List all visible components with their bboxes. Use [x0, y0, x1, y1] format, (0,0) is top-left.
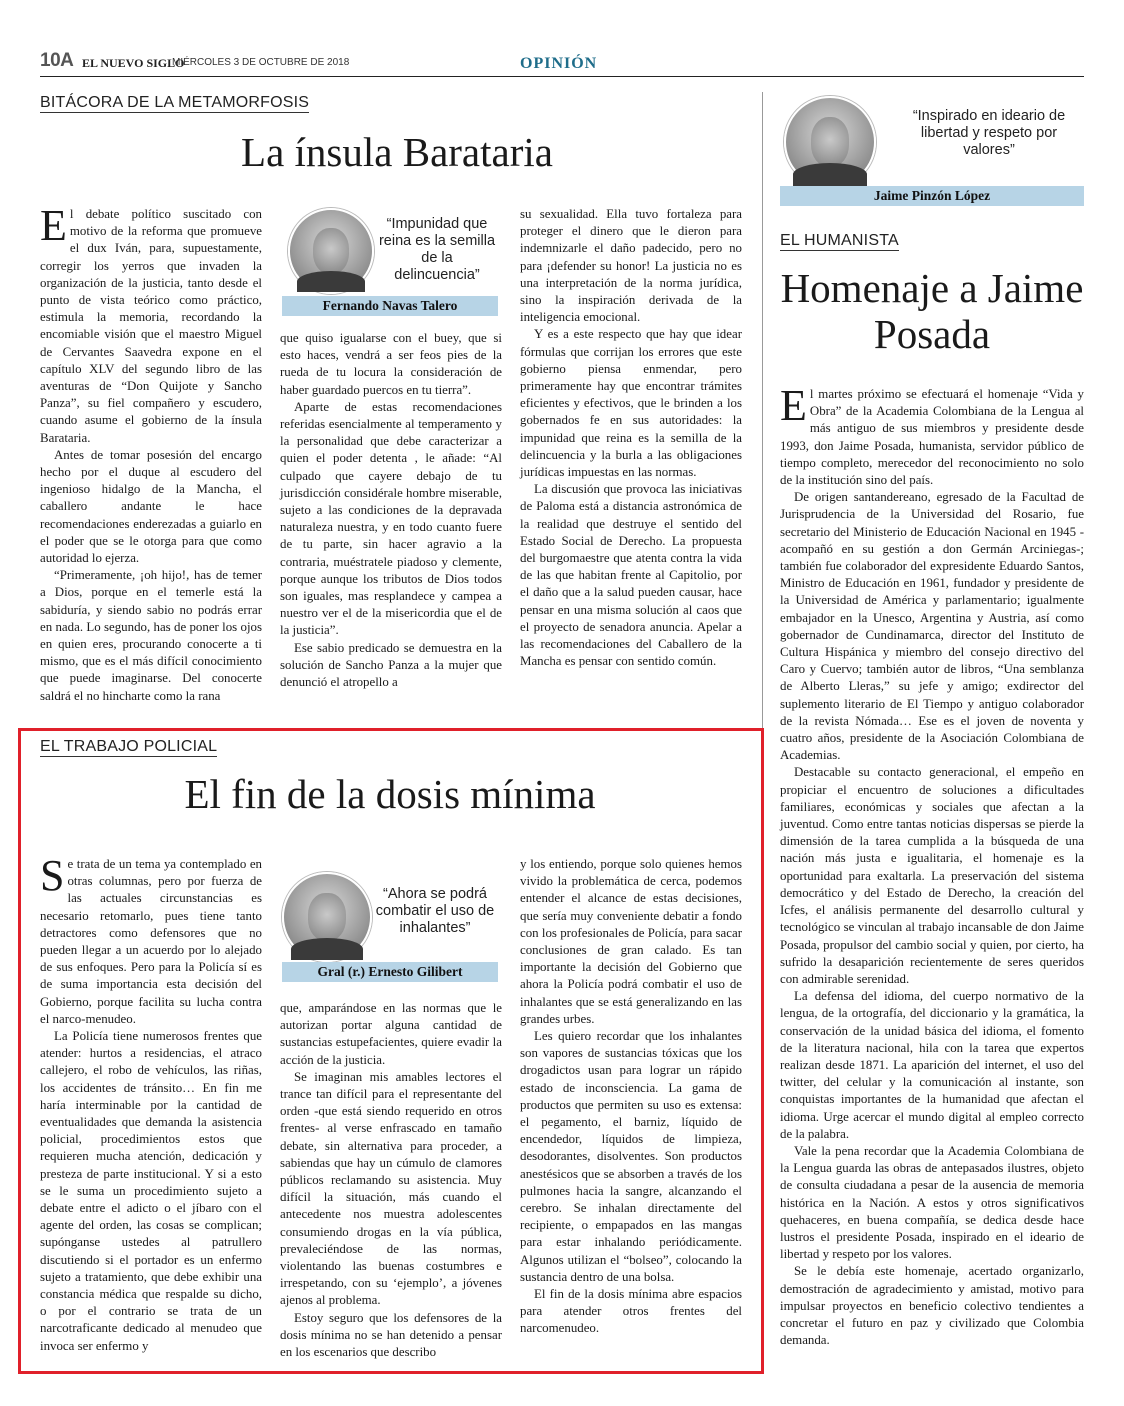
section-title: OPINIÓN: [520, 55, 598, 72]
paragraph: El fin de la dosis mínima abre espacios para atender otros frentes del narcomenudeo.: [520, 1287, 742, 1336]
article3-col: [780, 381, 1084, 1349]
paragraph: De origen santandereano, egresado de la Facultad de Jurisprudencia de la Universidad del Rosario, fue secretario del Ministerio de Educación Nacional en 1945 -acompañó en su gestión a don Germán Arciniegas-; también fue colaborador del expresidente Eduardo Santos, Ministro de Educación en 1961, fundador y presidente de la Universidad de América y parlamentario; igualmente embajador en la Unesco, Argentina y Austria, así como gobernador de Cundinamarca, director del Instituto de Cultura Hispánica y miembro del consejo directivo del Caro y Cuervo; también autor de libros, “Una semblanza de Alberto Lleras,” su jefe y amigo; exdirector del suplemento literario de El Tiempo y antiguo colaborador de la revista Nómada… Ese es el joven de noventa y cuatro años, presidente de la Asociación Colombiana de Academias.: [780, 490, 1084, 763]
author-photo: [288, 208, 374, 294]
author-name: Jaime Pinzón López: [780, 186, 1084, 206]
article3-title: Homenaje a Jaime Posada: [780, 265, 1084, 357]
dropcap: E: [40, 201, 67, 250]
paragraph: Les quiero recordar que los inhalantes son vapores de sustancias tóxicas que los drogadictos usan para lograr un rápido estado de inconsciencia. La gama de productos que permiten su uso es extensa: el pegamento, el barniz, líquido de encendedor, líquidos de limpieza, desodorantes, disolventes. Son productos anestésicos que se absorben a través de los pulmones hacia la sangre, alcanzando el cerebro. Se inhalan directamente del recipiente, o empapados en las mangas para estar inhalando periódicamente. Algunos utilizan el “bolseo”, colocando la sustancia dentro de una bolsa.: [520, 1029, 742, 1284]
article2-col2: [280, 1000, 502, 1361]
paragraph: Se imaginan mis amables lectores el trance tan difícil para el representante del orden -que está siendo requerido en otros frentes- al verse enfrascado en tamaño debate, sin alternativa para proceder, a sabiendas que hay un cúmulo de clamores públicos reclamando su asistencia. Muy difícil la situación, más cuando el antecedente nos muestra adolescentes consumiendo drogas en la vía pública, prevaleciéndose de las normas, violentando las buenas costumbres e irrespetando, con su ‘ejemplo’, a jóvenes ajenos al problema.: [280, 1069, 502, 1308]
pull-quote: “Impunidad que reina es la semilla de la delincuencia”: [378, 216, 496, 283]
article2-kicker: EL TRABAJO POLICIAL: [40, 738, 218, 755]
paragraph: Destacable su contacto generacional, el empeño en propiciar el encuentro de soluciones a dificultades familiares, económicas y sociales que afectan a la juventud. Como entre tantas noticias dispersas se pierde la dimensión de la tarea cumplida a la búsqueda de una nación más justa e igualitaria, el homenaje es la oportunidad para exaltarla. La preservación del sistema democrático y del Estado de Derecho, la creación del Icfes, el análisis permanente del desarrollo cultural y tecnológico se vinculan al trabajo incansable de don Jaime Posada, propulsor del cambio social y quien, por cierto, ha sufrido la desaparición recientemente de seres queridos con admirable serenidad.: [780, 765, 1084, 986]
pull-quote: “Inspirado en ideario de libertad y respeto por valores”: [912, 108, 1066, 158]
newspaper-name: EL NUEVO SIGLO: [82, 56, 185, 70]
paragraph: “Primeramente, ¡oh hijo!, has de temer a Dios, porque en el temerle está la sabiduría, y siendo sabio no podrás errar en nada. Lo segundo, has de poner los ojos en quien eres, procurando conocerte a ti mismo, que es el más difícil conocimiento que puede imaginarse. Del conocerte saldrá el no hincharte como la rana: [40, 568, 262, 703]
paragraph: su sexualidad. Ella tuvo fortaleza para proteger el dinero que le dieron para indemnizarle el daño padecido, pero no para ¡defender su honor! La justicia no es una interpretación de la norma jurídica, sino la inspiración derivada de la inteligencia emocional.: [520, 207, 742, 325]
paragraph: La discusión que provoca las iniciativas de Paloma está a distancia astronómica de la realidad que destruye el sentido del Estado Social de Derecho. La propuesta del burgomaestre que atenta contra la vida de las que habitan frente al Capitolio, por el daño que a la salud pueden causar, hace pensar en una misma solución al caos que el proyecto de senadora anuncia. Apelar a las recomendaciones del Caballero de la Mancha es pensar con sentido común.: [520, 482, 742, 669]
author-quote-box: [282, 868, 498, 984]
issue-date: MIÉRCOLES 3 DE OCTUBRE DE 2018: [172, 57, 350, 68]
article1-title: La ínsula Barataria: [241, 129, 553, 175]
article2-col3: [520, 856, 742, 1338]
author-quote-box: [282, 206, 498, 318]
dropcap: S: [40, 851, 65, 900]
paragraph: que quiso igualarse con el buey, que si esto haces, vendrá a ser feos pies de la rueda de tu locura la consideración de haber guardado puercos en tu tierra”.: [280, 331, 502, 397]
paragraph: La defensa del idioma, del cuerpo normativo de la lengua, de la ortografía, del diccionario y la gramática, la conservación de la unidad básica del idioma, el fomento de la literatura nacional, hila con la tarea que expertos realizan desde 1871. La aparición del internet, el uso del twitter, del celular y la comunicación al instante, son conquistas importantes de la humanidad que afectan el idioma. Urge acercar el mundo digital al empleo correcto de la palabra.: [780, 989, 1084, 1141]
paragraph: Vale la pena recordar que la Academia Colombiana de la Lengua guarda las obras de antepasados ilustres, objeto de consulta ciudadana a pesar de la ausencia de memoria histórica en la Nación. A estos y otros significativos quehaceres, en buena compañía, se dedica desde hace lustros el presidente Posada, inspirado en el ideario de libertad y respeto por los valores.: [780, 1143, 1084, 1262]
article1-col1: [40, 201, 262, 705]
paragraph: e trata de un tema ya contemplado en otras columnas, pero por fuerza de las actuales circunstancias es necesario retomarlo, pues tiene tanto detractores como defensores que no pueden llegar a un acuerdo por lo alejado de sus enfoques. Pero para la Policía sí es de suma importancia esta decisión del Gobierno, porque facilita su lucha contra el narco-menudeo.: [40, 857, 262, 1026]
article2-title: El fin de la dosis mínima: [184, 771, 596, 817]
article3-kicker: EL HUMANISTA: [780, 232, 899, 249]
paragraph: que, amparándose en las normas que le autorizan portar alguna cantidad de sustancias estupefacientes, quiere evadir la acción de la justicia.: [280, 1001, 502, 1067]
paragraph: Y es a este respecto que hay que idear fórmulas que corrijan los errores que este gobierno piensa enmendar, pero primeramente hay que encontrar trámites eficientes y efectivos, que le brinden a los gobernados fe en sus autoridades: la impunidad que reina es la semilla de la delincuencia y la burla a las obligaciones jurídicas impuestas en las normas.: [520, 327, 742, 480]
article1-col3: [520, 206, 742, 670]
paragraph: Ese sabio predicado se demuestra en la solución de Sancho Panza a la mujer que denunció el atropello a: [280, 640, 502, 690]
article1-col2: [280, 330, 502, 691]
author-photo: [282, 872, 372, 962]
dropcap: E: [780, 381, 807, 430]
paragraph: y los entiendo, porque solo quienes hemos vivido la problemática de cerca, podemos entender el alcance de estas decisiones, que sería muy conveniente debatir a fondo con los profesionales de Policía, para sacar conclusiones de gran calado. Es tan importante la decisión del Gobierno que ahora la Policía podrá combatir el uso de inhalantes que se está generalizando en las grandes urbes.: [520, 857, 742, 1026]
author-name: Fernando Navas Talero: [282, 296, 498, 316]
paragraph: l debate político suscitado con motivo de la reforma que promueve el dux Iván, para, supuestamente, corregir los yerros que invaden la organización de la justicia, tanto desde el punto de vista teórico como práctico, estimula la memoria, recordando la encomiable visión que el maestro Miguel de Cervantes Saavedra expone en el capítulo XLV del segundo libro de las aventuras de “Don Quijote y Sancho Panza”, su fiel compañero y escudero, cuando asume el gobierno de la ínsula Barataria.: [40, 207, 262, 445]
article1-kicker: BITÁCORA DE LA METAMORFOSIS: [40, 94, 310, 111]
author-photo: [784, 96, 876, 188]
paragraph: La Policía tiene numerosos frentes que atender: hurtos a residencias, el atraco callejero, el robo de vehículos, las riñas, los accidentes de tránsito… En fin me haría interminable por la cantidad de eventualidades que demanda la asistencia policial, procedimientos estos que requieren mucha atención, dedicación y presteza de parte institucional. Y si a esto se le suma un procedimiento sujeto a debate entre el adicto o el jíbaro con el agente del orden, las cosas se complican; supónganse ustedes al patrullero discutiendo si el portador es un enfermo sujeto a tratamiento, que debe exhibir una constancia médica que respalde su dicho, o por el contrario se trata de un narcotraficante dedicado al menudeo que invoca ser enfermo y: [40, 1029, 262, 1353]
author-name: Gral (r.) Ernesto Gilibert: [282, 962, 498, 982]
page-number: 10A: [40, 50, 74, 71]
paragraph: Aparte de estas recomendaciones referidas esencialmente al temperamento y la personalidad que debe caracterizar a quien el poder detenta , le añade: “Al culpado que cayere debajo de tu jurisdicción considérale hombre miserable, sujeto a las condiciones de la depravada naturaleza nuestra, y en todo cuanto fuere de tu parte, sin hacer agravio a la contraria, muéstratele piadoso y clemente, porque aunque los tributos de Dios todos son iguales, mas resplandece y campea a nuestro ver el de la misericordia que el de la justicia”.: [280, 399, 502, 638]
paragraph: Se le debía este homenaje, acertado organizarlo, demostración de agradecimiento y amistad, motivo para impulsar proyectos en beneficio colectivo tendientes a concretar el futuro en paz y civilizado que Colombia demanda.: [780, 1264, 1084, 1348]
paragraph: Estoy seguro que los defensores de la dosis mínima no se han detenido a pensar en los escenarios que describo: [280, 1310, 502, 1360]
author-quote-box: [780, 92, 1084, 208]
article2-col1: [40, 851, 262, 1355]
paragraph: Antes de tomar posesión del encargo hecho por el duque al escudero del ingenioso hidalgo de la Mancha, el caballero andante le hace recomendaciones enderezadas a guiarlo en el poder que se le otorga para que como autoridad lo ejerza.: [40, 447, 262, 566]
paragraph: l martes próximo se efectuará el homenaje “Vida y Obra” de la Academia Colombiana de la Lengua al más antiguo de sus miembros y presidente desde 1993, don Jaime Posada, humanista, servidor público de tiempo completo, merecedor del reconocimiento no solo de la institución sino del país.: [780, 387, 1084, 488]
masthead-rule: [40, 76, 1084, 77]
pull-quote: “Ahora se podrá combatir el uso de inhalantes”: [375, 886, 495, 936]
